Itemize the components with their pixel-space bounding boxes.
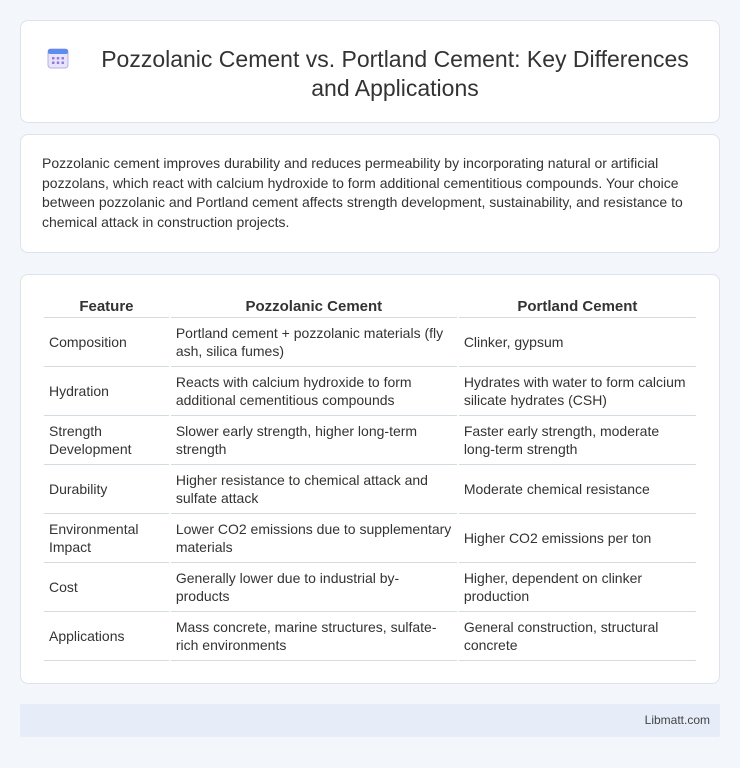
pozzolanic-cell: Slower early strength, higher long-term strength [171, 416, 457, 465]
pozzolanic-cell: Higher resistance to chemical attack and sulfate attack [171, 465, 457, 514]
table-row [44, 563, 696, 612]
pozzolanic-cell: Lower CO2 emissions due to supplementary materials [171, 514, 457, 563]
intro-card [20, 134, 720, 253]
table-row [44, 465, 696, 514]
title-card [20, 20, 720, 123]
portland-cell: Higher CO2 emissions per ton [459, 514, 696, 563]
intro-paragraph: Pozzolanic cement improves durability and reduces permeability by incorporating natural or artificial pozzolans, which react with calcium hydroxide to form additional cementitious compounds. Your choice between pozzolanic and Portland cement affects strength development, sustainability, and resistance to chemical attack in construction projects. [42, 155, 683, 230]
footer-site-link[interactable]: Libmatt.com [644, 713, 710, 727]
table-row [44, 612, 696, 661]
comparison-table [42, 295, 698, 661]
portland-cell: Higher, dependent on clinker production [459, 563, 696, 612]
footer [20, 704, 720, 737]
table-row [44, 416, 696, 465]
portland-cell: Moderate chemical resistance [459, 465, 696, 514]
feature-cell: Cost [44, 563, 169, 612]
feature-cell: Hydration [44, 367, 169, 416]
pozzolanic-cell: Portland cement + pozzolanic materials (fly ash, silica fumes) [171, 318, 457, 367]
table-row [44, 514, 696, 563]
header-feature: Feature [44, 295, 169, 318]
table-row [44, 318, 696, 367]
table-header-row [44, 295, 696, 318]
portland-cell: Faster early strength, moderate long-term strength [459, 416, 696, 465]
header-portland: Portland Cement [459, 295, 696, 318]
header-pozzolanic: Pozzolanic Cement [171, 295, 457, 318]
pozzolanic-cell: Generally lower due to industrial by-products [171, 563, 457, 612]
table-row [44, 367, 696, 416]
feature-cell: Strength Development [44, 416, 169, 465]
portland-cell: General construction, structural concrete [459, 612, 696, 661]
comparison-card [20, 274, 720, 684]
portland-cell: Hydrates with water to form calcium silicate hydrates (CSH) [459, 367, 696, 416]
feature-cell: Environmental Impact [44, 514, 169, 563]
feature-cell: Composition [44, 318, 169, 367]
feature-cell: Applications [44, 612, 169, 661]
feature-cell: Durability [44, 465, 169, 514]
calendar-icon [46, 46, 70, 70]
pozzolanic-cell: Mass concrete, marine structures, sulfate-rich environments [171, 612, 457, 661]
pozzolanic-cell: Reacts with calcium hydroxide to form additional cementitious compounds [171, 367, 457, 416]
page-title: Pozzolanic Cement vs. Portland Cement: Key Differences and Applications [101, 46, 689, 101]
portland-cell: Clinker, gypsum [459, 318, 696, 367]
